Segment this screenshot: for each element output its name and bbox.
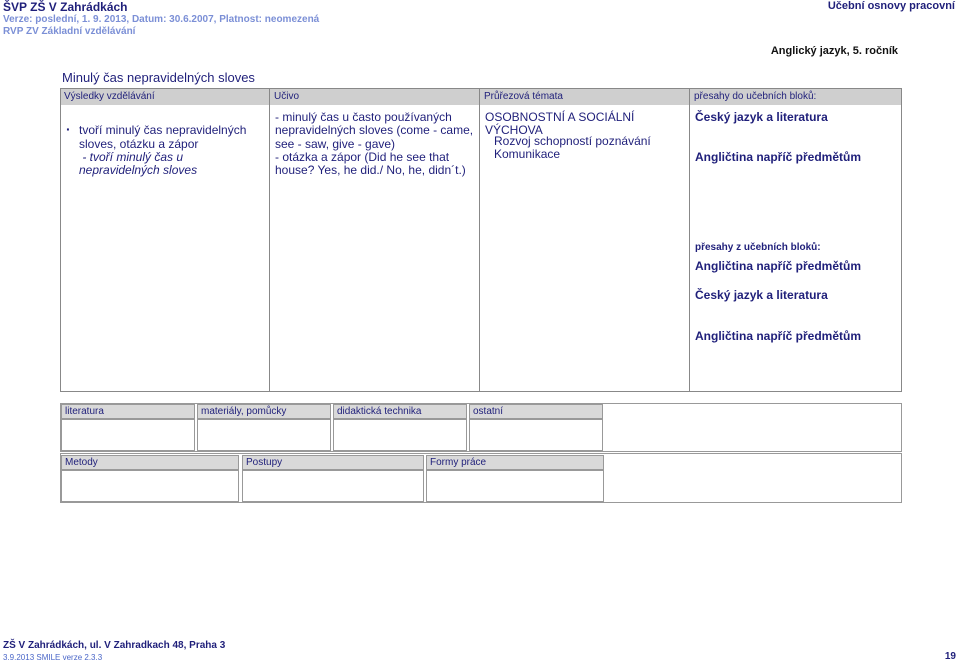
bullet-icon: · bbox=[66, 121, 71, 137]
overlaps-from-label: přesahy z učebních bloků: bbox=[695, 242, 821, 253]
methods-cell bbox=[242, 470, 424, 502]
methods-label: Metody bbox=[61, 455, 239, 470]
topic-title: Minulý čas nepravidelných sloves bbox=[62, 70, 255, 85]
outcome-line: sloves, otázku a zápor bbox=[79, 137, 199, 151]
overlap-to-item: Český jazyk a literatura bbox=[695, 110, 828, 124]
resources-label: didaktická technika bbox=[333, 404, 467, 419]
methods-label: Formy práce bbox=[426, 455, 604, 470]
overlap-to-item: Angličtina napříč předmětům bbox=[695, 150, 862, 164]
subject-grade: Anglický jazyk, 5. ročník bbox=[770, 45, 898, 57]
curriculum-line: - minulý čas u často používaných bbox=[275, 110, 452, 124]
methods-cell bbox=[61, 470, 239, 502]
header-overlaps: přesahy do učebních bloků: bbox=[692, 90, 898, 104]
school-address: ZŠ V Zahrádkách, ul. V Zahradkach 48, Praha 3 bbox=[3, 640, 226, 651]
theme-sub: Komunikace bbox=[494, 147, 561, 161]
curriculum-line: house? Yes, he did./ No, he, didn´t.) bbox=[275, 163, 466, 177]
overlap-from-item: Angličtina napříč předmětům bbox=[695, 259, 862, 273]
curriculum-line: - otázka a zápor (Did he see that bbox=[275, 150, 450, 164]
resources-cell bbox=[197, 419, 331, 451]
column-divider bbox=[689, 89, 690, 391]
column-divider bbox=[479, 89, 480, 391]
header-curriculum: Učivo bbox=[272, 90, 478, 104]
theme-main: OSOBNOSTNÍ A SOCIÁLNÍ bbox=[485, 110, 635, 124]
resources-cell bbox=[469, 419, 603, 451]
software-version: 3.9.2013 SMILE verze 2.3.3 bbox=[3, 653, 103, 662]
theme-sub: Rozvoj schopností poznávání bbox=[494, 134, 651, 148]
outcome-line: - tvoří minulý čas u bbox=[79, 150, 184, 164]
theme-main: VÝCHOVA bbox=[485, 123, 543, 137]
header-themes: Průřezová témata bbox=[482, 90, 688, 104]
methods-cell bbox=[426, 470, 604, 502]
header-outcomes: Výsledky vzdělávání bbox=[62, 90, 268, 104]
resources-cell bbox=[61, 419, 195, 451]
outcome-line: tvoří minulý čas nepravidelných bbox=[79, 123, 247, 137]
page-number: 19 bbox=[944, 651, 956, 662]
resources-label: literatura bbox=[61, 404, 195, 419]
outcome-line: nepravidelných sloves bbox=[79, 163, 198, 177]
methods-label: Postupy bbox=[242, 455, 424, 470]
resources-cell bbox=[333, 419, 467, 451]
resources-label: ostatní bbox=[469, 404, 603, 419]
rvp-line: RVP ZV Základní vzdělávání bbox=[3, 26, 136, 37]
document-title: ŠVP ZŠ V Zahrádkách bbox=[3, 0, 128, 14]
curriculum-type-label: Učební osnovy pracovní bbox=[827, 0, 955, 12]
column-divider bbox=[269, 89, 270, 391]
resources-label: materiály, pomůcky bbox=[197, 404, 331, 419]
overlap-from-item: Český jazyk a literatura bbox=[695, 288, 828, 302]
curriculum-line: nepravidelných sloves (come - came, bbox=[275, 123, 474, 137]
overlap-from-item: Angličtina napříč předmětům bbox=[695, 329, 862, 343]
version-line: Verze: poslední, 1. 9. 2013, Datum: 30.6.2007, Platnost: neomezená bbox=[3, 14, 320, 25]
curriculum-line: see - saw, give - gave) bbox=[275, 137, 396, 151]
